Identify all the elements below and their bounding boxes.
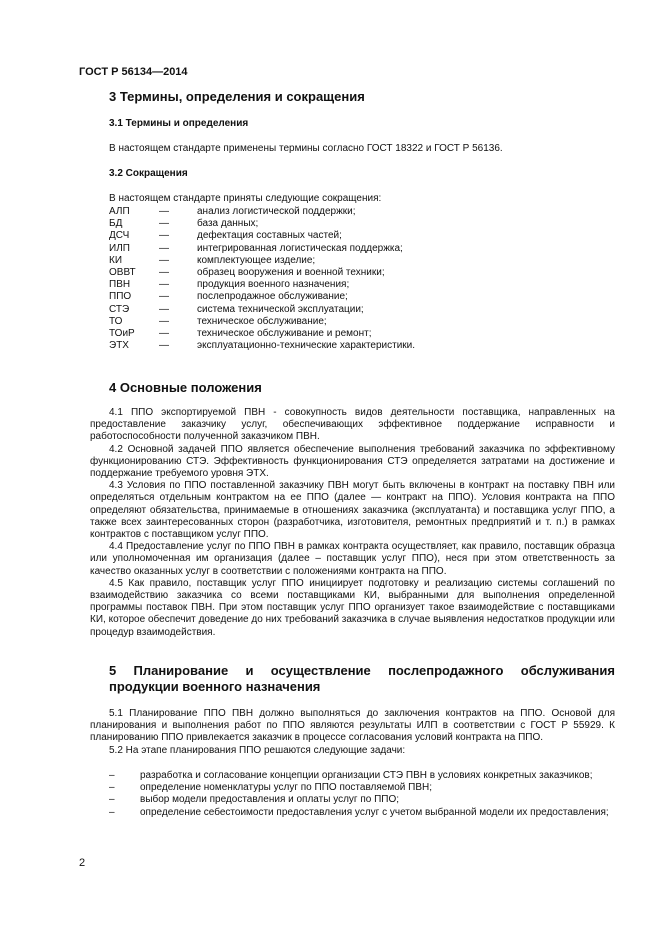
abbreviation-row <box>109 328 617 340</box>
section-5-title-line2: продукции военного назначения <box>109 679 321 694</box>
abbreviation-row <box>109 206 617 218</box>
task-item <box>90 782 615 794</box>
abbreviation-dash: — <box>159 303 169 315</box>
abbreviation-definition: база данных; <box>197 218 259 230</box>
abbreviation-row <box>109 304 617 316</box>
abbreviation-definition: интегрированная логистическая поддержка; <box>197 242 403 254</box>
task-dash: – <box>109 806 115 818</box>
abbreviation-code: ППО <box>109 291 132 303</box>
abbreviation-definition: дефектация составных частей; <box>197 230 342 242</box>
abbreviation-list <box>109 206 617 352</box>
abbreviation-code: КИ <box>109 254 123 266</box>
abbreviation-code: ОВВТ <box>109 266 136 278</box>
abbreviation-definition: техническое обслуживание и ремонт; <box>197 327 372 339</box>
title-word: и <box>245 663 254 678</box>
abbreviation-definition: анализ логистической поддержки; <box>197 206 356 217</box>
abbreviation-definition: образец вооружения и военной техники; <box>197 266 385 278</box>
document-code: ГОСТ Р 56134—2014 <box>79 66 188 78</box>
task-dash: – <box>109 794 115 806</box>
section-5-title-line1 <box>109 663 615 679</box>
abbreviation-dash: — <box>159 279 169 291</box>
abbreviation-row <box>109 279 617 291</box>
task-item <box>90 794 615 806</box>
task-item <box>90 770 615 782</box>
abbreviation-dash: — <box>159 218 169 230</box>
abbreviation-definition: техническое обслуживание; <box>197 315 327 327</box>
task-text: выбор модели предоставления и оплаты услуг по ППО; <box>140 794 400 806</box>
paragraph: 5.2 На этапе планирования ППО решаются следующие задачи: <box>109 744 406 756</box>
section-5-title <box>109 663 615 695</box>
title-word: осуществление <box>270 663 371 678</box>
task-dash: – <box>109 782 115 794</box>
task-item <box>90 807 615 819</box>
subsection-3-2-title: 3.2 Сокращения <box>109 168 188 179</box>
task-dash: – <box>109 770 115 781</box>
title-word: 5 <box>109 663 117 678</box>
paragraph: 4.5 Как правило, поставщик услуг ППО инициирует подготовку и реализацию системы соглашений по взаимодействию заказчика со всеми поставщиками КИ, выбранными для выполнения определенной программы поставок ПВН. При этом поставщик услуг ППО организует такое взаимодействие с поставщиками КИ, которое обеспечит доведение до них требований заказчика в случае выявления недостатков продукции или процедур взаимодействия. <box>90 577 615 638</box>
abbreviation-definition: комплектующее изделие; <box>197 254 316 266</box>
abbreviation-definition: продукция военного назначения; <box>197 279 350 291</box>
abbreviation-row <box>109 218 617 230</box>
abbreviation-code: ИЛП <box>109 242 130 254</box>
abbreviation-code: ДСЧ <box>109 230 130 242</box>
title-word: обслуживания <box>520 663 615 678</box>
abbreviation-dash: — <box>159 291 169 303</box>
abbreviation-code: ПВН <box>109 279 131 291</box>
abbreviation-code: АЛП <box>109 206 130 217</box>
abbreviation-row <box>109 243 617 255</box>
task-text: разработка и согласование концепции организации СТЭ ПВН в условиях конкретных заказчиков; <box>140 770 593 781</box>
task-list <box>90 770 615 819</box>
abbreviation-dash: — <box>159 230 169 242</box>
abbreviation-row <box>109 340 617 352</box>
section-3-title: 3 Термины, определения и сокращения <box>109 89 365 104</box>
abbreviation-dash: — <box>159 254 169 266</box>
abbreviation-code: ТОиР <box>109 327 135 339</box>
page-number: 2 <box>79 857 86 869</box>
abbreviation-code: БД <box>109 218 123 230</box>
section-4-body <box>90 407 615 639</box>
paragraph: 5.1 Планирование ППО ПВН должно выполняться до заключения контрактов на ППО. Основой для планирования и выполнения работ по ППО являются результаты ИЛП в соответствии с ГОСТ Р 55929. К планированию ППО привлекается заказчик в процессе согласования условий контракта на ППО. <box>90 708 615 744</box>
abbreviation-dash: — <box>159 327 169 339</box>
abbreviation-row <box>109 291 617 303</box>
abbreviation-dash: — <box>159 242 169 254</box>
paragraph: 4.3 Условия по ППО поставленной заказчику ПВН могут быть включены в контракт на поставку ПВН или определяться отдельным контрактом на ее ППО (далее — контракт на ППО). Условия контракта на ППО определяют обязательства, принимаемые в отношениях заказчика (эксплуатанта) и поставщика услуг ППО, а также всех заинтересованных сторон (разработчика, изготовителя, ремонтных предприятий и т. п.) в рамках контрактов с поставщиком услуг ППО. <box>90 480 615 541</box>
task-text: определение номенклатуры услуг по ППО поставляемой ПВН; <box>140 782 432 794</box>
abbreviation-row <box>109 316 617 328</box>
abbreviation-code: ТО <box>109 315 123 327</box>
abbreviation-code: ЭТХ <box>109 340 129 352</box>
paragraph: 4.2 Основной задачей ППО является обеспечение выполнения требований заказчика по эффективному функционированию СТЭ. Эффективность функционирования СТЭ определяется затратами на достижение и поддержание требуемого уровня ЭТХ. <box>90 443 615 480</box>
abbreviation-row <box>109 230 617 242</box>
abbreviation-dash: — <box>159 315 169 327</box>
abbreviation-dash: — <box>159 340 169 352</box>
subsection-3-1-text: В настоящем стандарте применены термины согласно ГОСТ 18322 и ГОСТ Р 56136. <box>109 143 503 154</box>
abbreviation-definition: послепродажное обслуживание; <box>197 291 348 303</box>
abbreviation-definition: система технической эксплуатации; <box>197 303 364 315</box>
title-word: послепродажного <box>388 663 504 678</box>
title-word: Планирование <box>133 663 229 678</box>
abbreviation-definition: эксплуатационно-технические характеристики. <box>197 340 416 352</box>
subsection-3-1-title: 3.1 Термины и определения <box>109 118 249 129</box>
abbreviation-row <box>109 255 617 267</box>
paragraph: 4.1 ППО экспортируемой ПВН - совокупность видов деятельности поставщика, направленных на предоставление заказчику услуг, обеспечивающих эффективное поддержание исправности и работоспособности полученной заказчиком ПВН. <box>90 407 615 443</box>
section-4-title: 4 Основные положения <box>109 380 262 395</box>
abbreviation-dash: — <box>159 266 169 278</box>
abbreviation-code: СТЭ <box>109 303 130 315</box>
task-text: определение себестоимости предоставления услуг с учетом выбранной модели их предоставления; <box>140 806 609 818</box>
abbreviation-row <box>109 267 617 279</box>
abbreviation-dash: — <box>159 206 169 217</box>
section-5-body <box>90 708 615 757</box>
paragraph: 4.4 Предоставление услуг по ППО ПВН в рамках контракта осуществляет, как правило, поставщик образца или уполномоченная им организация (далее – поставщик услуг ППО), неся при этом ответственность за качество оказанных услуг в соответствии с положениями контракта на ППО. <box>90 541 615 577</box>
abbreviations-intro: В настоящем стандарте приняты следующие сокращения: <box>109 193 382 204</box>
